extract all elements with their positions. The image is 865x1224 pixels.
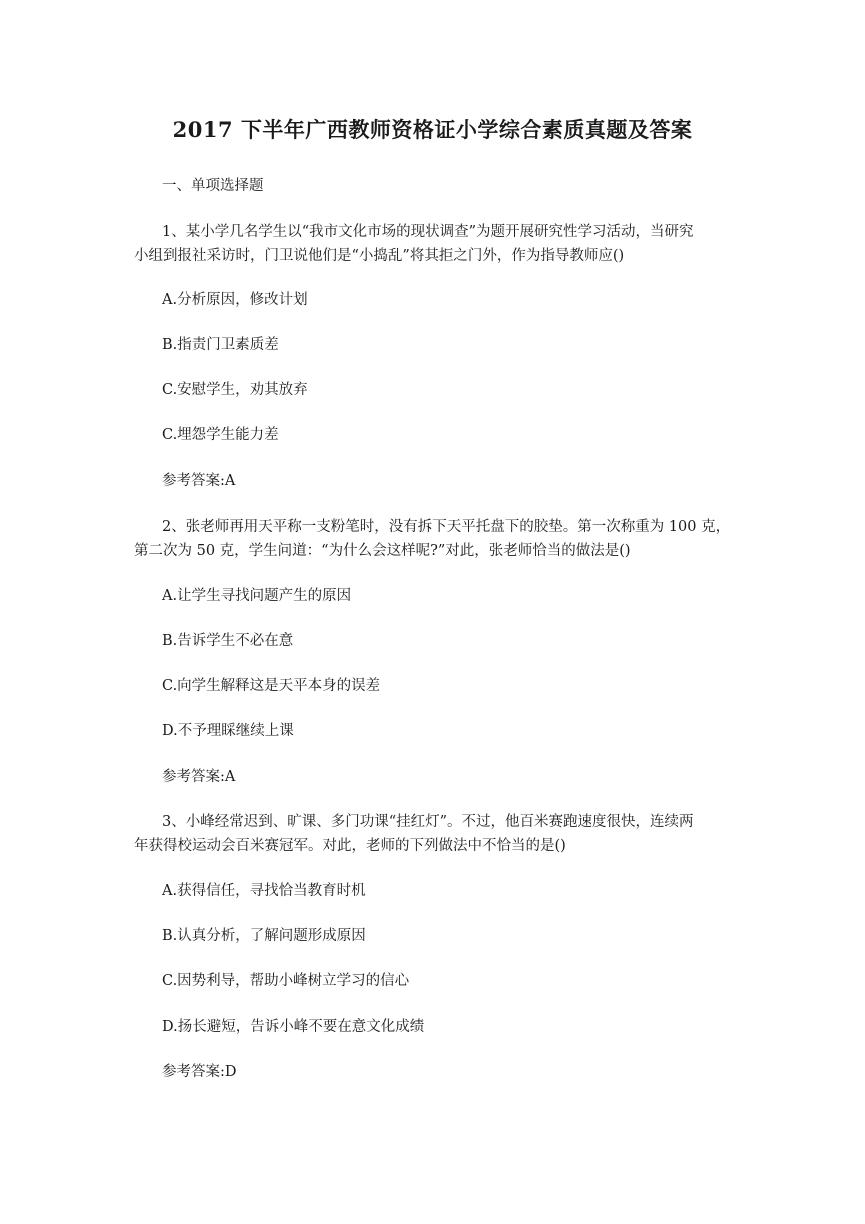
- question-2-option-d: D.不予理睬继续上课: [162, 723, 294, 739]
- question-2-answer: 参考答案:A: [162, 769, 236, 785]
- question-3-option-c: C.因势利导，帮助小峰树立学习的信心: [162, 973, 410, 989]
- question-1-option-b: B.指责门卫素质差: [162, 337, 279, 353]
- question-2-option-b: B.告诉学生不必在意: [162, 633, 294, 649]
- question-1-answer: 参考答案:A: [162, 473, 236, 489]
- question-1-stem-line-2: 小组到报社采访时，门卫说他们是“小捣乱”将其拒之门外，作为指导教师应(): [134, 248, 625, 264]
- question-2-stem-line-2: 第二次为 50 克，学生问道：“为什么会这样呢?”对此，张老师恰当的做法是(): [134, 543, 631, 559]
- question-1-option-c: C.安慰学生，劝其放弃: [162, 382, 308, 398]
- question-1-option-a: A.分析原因，修改计划: [162, 292, 308, 308]
- question-3-option-a: A.获得信任，寻找恰当教育时机: [162, 883, 366, 899]
- question-2-stem-line-1: 2、张老师再用天平称一支粉笔时，没有拆下天平托盘下的胶垫。第一次称重为 100 克，: [162, 519, 731, 535]
- question-3-stem-line-1: 3、小峰经常迟到、旷课、多门功课“挂红灯”。不过，他百米赛跑速度很快，连续两: [162, 814, 694, 830]
- question-2-option-c: C.向学生解释这是天平本身的误差: [162, 678, 381, 694]
- section-heading: 一、单项选择题: [162, 178, 264, 194]
- question-3-stem-line-2: 年获得校运动会百米赛冠军。对此，老师的下列做法中不恰当的是(): [134, 838, 566, 854]
- question-3-answer: 参考答案:D: [162, 1064, 237, 1080]
- question-1-option-d: C.埋怨学生能力差: [162, 427, 279, 443]
- question-3-option-b: B.认真分析，了解问题形成原因: [162, 928, 366, 944]
- question-2-option-a: A.让学生寻找问题产生的原因: [162, 588, 352, 604]
- question-3-option-d: D.扬长避短，告诉小峰不要在意文化成绩: [162, 1019, 425, 1035]
- document-title: 2017 下半年广西教师资格证小学综合素质真题及答案: [172, 117, 693, 142]
- question-1-stem-line-1: 1、某小学几名学生以“我市文化市场的现状调查”为题开展研究性学习活动，当研究: [162, 224, 694, 240]
